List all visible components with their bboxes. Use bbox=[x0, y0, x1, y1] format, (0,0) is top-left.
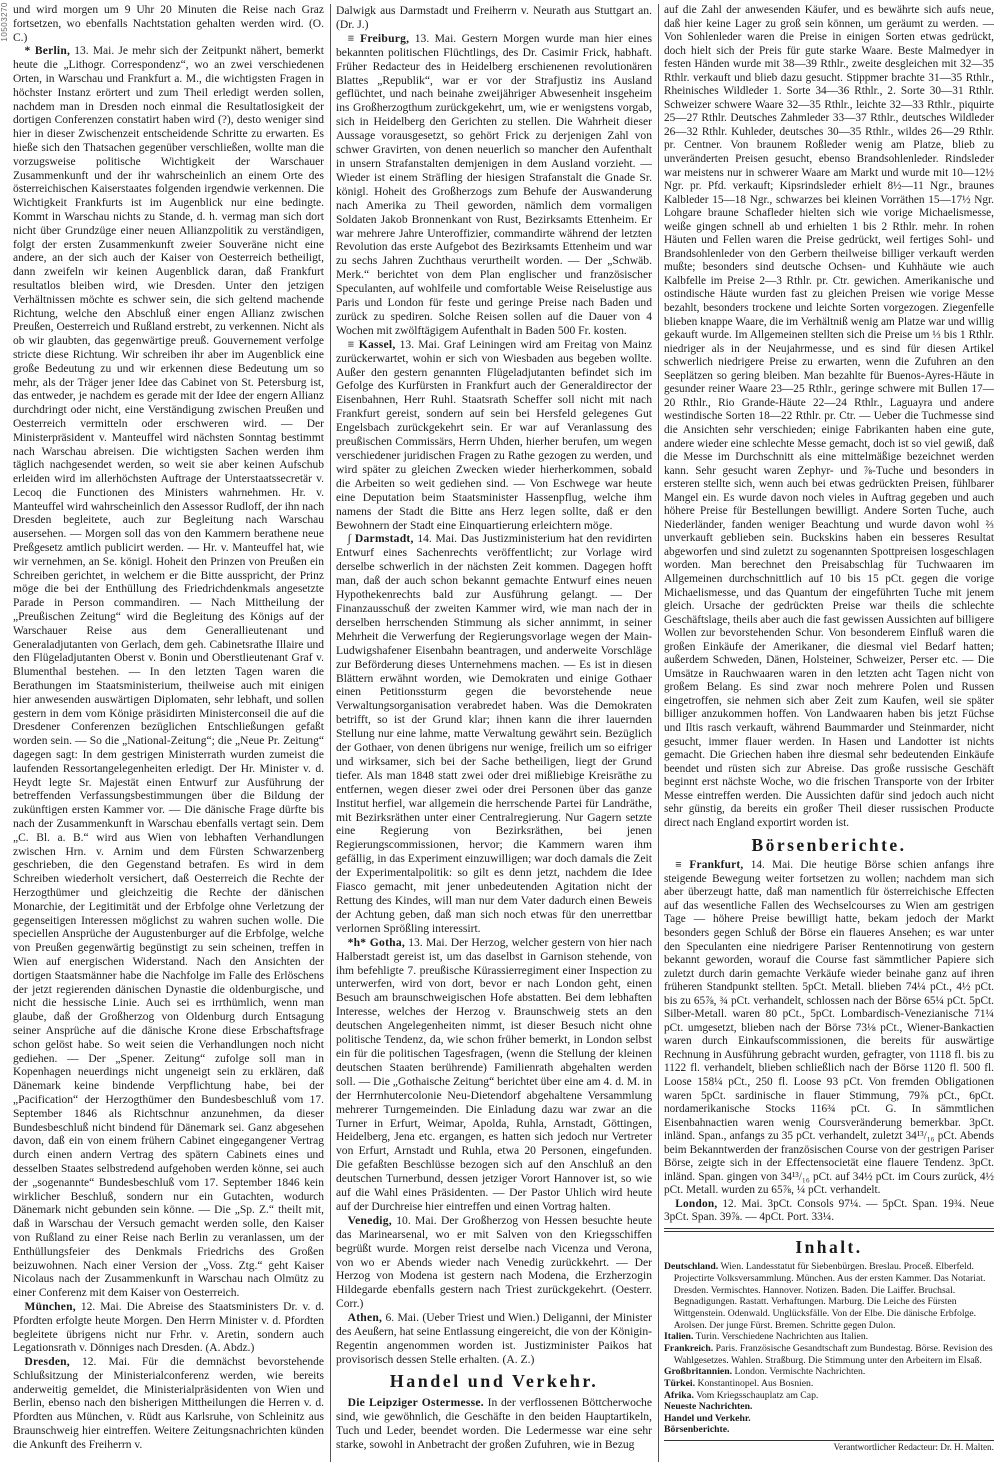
paragraph-text: 12. Mai. 3pCt. Consols 97¼. — 5pCt. Span. 19¾. Neue 3pCt. Span. 39⅞. — 4pCt. Port. 33¼. bbox=[664, 1197, 994, 1224]
article-paragraph bbox=[336, 1214, 652, 1311]
paragraph-text: 13. Mai. Graf Leiningen wird am Freitag von Mainz zurückerwartet, wohin er sich von Wiesbaden aus begeben wollte. Außer den gestern genannten Flügeladjutanten befindet sich im Gefolge des Kurfürsten in Frankfurt auch der Generaldirector der Eisenbahnen, Herr Ruhl. Staatsrath Scheffer soll nicht mit nach Frankfurt gereist, sondern auf sein bei Hersfeld gelegenes Gut Engelsbach zurückgekehrt sein. Er war auf Veranlassung des preußischen Commissärs, Herrn Uhden, hierher berufen, um wegen verschiedener juridischen Fragen zu Rathe gezogen zu werden, und wird später zu gleichen Zwecken wieder hierherkommen, sobald die Arbeiten so weit gediehen sind. — Von Eschwege war heute eine Deputation beim Staatsminister Hassenpflug, welche ihm namens der Stadt die Bitte ans Herz legen sollte, daß er den Bewohnern der Stadt eine Einquartierung erleichtern möge. bbox=[336, 337, 652, 532]
paragraph-text: Dalwigk aus Darmstadt und Freiherrn v. Neurath aus Stuttgart an. (Dr. J.) bbox=[336, 4, 652, 31]
article-paragraph bbox=[336, 4, 652, 32]
toc-text: London. Vermischte Nachrichten. bbox=[734, 1366, 866, 1378]
document-id: 10503270 bbox=[0, 2, 9, 42]
toc-label: Börsenberichte. bbox=[664, 1424, 730, 1436]
toc-entry bbox=[664, 1261, 994, 1331]
toc-entry bbox=[664, 1366, 994, 1378]
dateline: ≡ Frankfurt, bbox=[675, 859, 744, 872]
column-middle bbox=[336, 4, 652, 1462]
dateline: ≡ Kassel, bbox=[347, 337, 396, 351]
editor-line: Verantwortlicher Redacteur: Dr. H. Malten. bbox=[833, 1442, 994, 1453]
paragraph-text: 13. Mai. Gestern Morgen wurde man hier eines bekannten politischen Flüchtlings, des Dr. Casimir Frick, habhaft. Früher Redacteur des in Heidelberg erschienenen revolutionären Blattes „Republik“, war er vor der Strafjustiz ins Ausland geflüchtet, und nach beinahe zweijähriger Abwesenheit insgeheim ins Großherzogthum zurückgekehrt, um, wie er wenigstens vorgab, sich in Heidelberg den Gerichten zu stellen. Die Wahrheit dieser Aussage vorausgesetzt, so gehört Frick zu derjenigen Zahl von schwer Gravirten, von denen neuerlich so mancher den Aufenthalt in unsern Strafanstalten demjenigen in dem Ausland vorzieht. — Wieder ist einem Sträfling der hiesigen Strafanstalt die Gnade Sr. königl. Hoheit des Großherzogs zum Behufe der Auswanderung nach Amerika zu Theil geworden, nämlich dem vormaligen Soldaten Jakob Bronnenkant von Rust, Bezirksamts Ettenheim. Er war mehrere Jahre Unteroffizier, commandirte während der letzten Revolution das erste Aufgebot des Bezirksamts Ettenheim und war zu sechs Jahren Zuchthaus verurtheilt worden. — Der „Schwäb. Merk.“ berichtet von dem Plan englischer und französischer Speculanten, auf wohlfeile und comfortable Weise Reiselustige aus Paris und London für feste und geringe Preise nach Baden und zurück zu spediren. Solche Reisen sollen auf die Dauer von 4 Wochen mit zwölftägigem Aufenthalt in Baden 500 Fr. kosten. bbox=[336, 31, 652, 337]
toc-label: Afrika. bbox=[664, 1389, 694, 1401]
divider bbox=[664, 1440, 994, 1441]
toc-label: Deutschland. bbox=[664, 1261, 719, 1273]
dateline: *h* Gotha, bbox=[347, 935, 406, 949]
toc-entry bbox=[664, 1413, 994, 1425]
toc-entry bbox=[664, 1390, 994, 1402]
dateline: Athen, bbox=[347, 1311, 383, 1325]
dateline: Venedig, bbox=[347, 1213, 392, 1227]
column-left bbox=[13, 4, 324, 1462]
article-title: Die Leipziger Ostermesse. bbox=[347, 1396, 484, 1410]
toc-text: Turin. Verschiedene Nachrichten aus Italien. bbox=[695, 1331, 869, 1343]
article-paragraph bbox=[336, 532, 652, 935]
column-rule bbox=[658, 4, 659, 1462]
section-heading-trade: Handel und Verkehr. bbox=[389, 1371, 599, 1392]
paragraph-text: 14. Mai. Das Justizministerium hat den revidirten Entwurf eines Sachenrechts veröffentlicht; zur Vorlage wird derselbe schwerlich in der nächsten Zeit kommen. Dagegen hofft man, daß der auch schon bekannt gemachte Entwurf eines neuen Hypothekenrechts bald zur Ausführung gelangt. — Der Finanzausschuß der zweiten Kammer wird, wie man nach der in derselben herrschenden Stimmung als sicher annimmt, in seiner Mehrheit die Verwerfung der Regierungsvorlage wegen der Main-Ludwigshafener Eisenbahn beantragen, und anderweite Vorschläge zur Beförderung dieses Unternehmens machen. — Es ist in diesen Blättern erwähnt worden, wie Demokraten und einige Gothaer einen Petitionssturm gegen die bevorstehende neue Verwaltungsorganisation verabredet haben. Was die Demokraten betrifft, so ist der Grund klar; ihnen kann die ihrer lauernden Stellung nur eine lahme, matte Verwaltung gewährt sein. Bezüglich der Gothaer, von denen übrigens nur wenige, freilich um so eifriger und wirksamer, sich bei der Sache betheiligen, liegt der Grund tiefer. Als man 1848 statt zwei oder drei mißliebige Kreisräthe zu entfernen, wegen dieser zwei oder drei Personen über das ganze Institut herfiel, war allgemein die herrschende Partei für Landräthe, mit Bezirksräthen unter einer Centralregierung. Nur Gagern setzte eine Regierung von Bezirksräthen, bei jenen Regierungscommissionen, hervor; die Kammern waren ihm gefällig, in das Experiment einzuwilligen; war doch damals die Zeit der Experimentalpolitik: so gilt es denn jetzt, nachdem die Idee Fiasco gemacht, mit jener unbedeutenden Agitation nicht der Rettung des Kindes, will man nur dem Vater dadurch einen Beweis der Achtung geben, daß man sich noch etwas für den unerrettbar verlornen Sprößling interessirt. bbox=[336, 532, 652, 935]
toc-text: Konstantinopel. Aus Bosnien. bbox=[697, 1377, 814, 1389]
article-paragraph bbox=[13, 4, 324, 45]
paragraph-text: auf die Zahl der anwesenden Käufer, und es bewährte sich aufs neue, daß hier keine Lager zu groß sein können, um geräumt zu werden. — Von Sohlenleder waren die Preise in einigen Sorten etwas gedrückt, doch hielt sich der Preis für gute starke Waare. Beste Malmedyer in festen Händen wurde mit 38—39 Rthlr., zweite desgleichen mit 32—35 Rthlr. verkauft und blieb dazu gesucht. Stippmer brachte 31—35 Rthlr., Rheinisches Wildleder 1. Sorte 34—36 Rthlr., 2. Sorte 30—31 Rthlr. Schweizer schwere Waare 32—35 Rthlr., leichte 32—33 Rthlr., piquirte 25—27 Rthlr. Deutsches Zahmleder 33—37 Rthlr., deutsches Wildleder 26—32 Rthlr. Kuhleder, deutsches 30—35 Rthlr., wildes 26—29 Rthlr. pr. Centner. Von braunem Roßleder wenig am Platze, blieb zu unveränderten Preisen gesucht, ebenso Brandsohlenleder. Rindsleder war meistens nur in schwerer Waare am Markt und wurde mit 10—12½ Ngr. pr. Pfd. verkauft; Kipsrindsleder erhielt 8½—11 Ngr., braunes Kalbleder 15—18 Ngr., schwarzes bei kleinen Vorräthen 15—17½ Ngr. Lohgare braune Schafleder hielten sich wie vorige Michaelismesse, weiße gingen schnell ab und erhielten 1 bis 2 Rthlr. mehr. In rohen Häuten und Fellen waren die Preise gedrückt, weil fertiges Sohl- und Brandsohlenleder von den Gerbern theilweise billiger verkauft werden mußte; besonders sind deutsche Ochsen- und Kuhhäute wie auch Kalbfelle im Preise 2—3 Rthlr. pr. Ctr. gewichen. Amerikanische und ostindische Häute wurden fast zu gleichen Preisen wie vorige Messe bezahlt, besonders trockene und leichte Sorten vorgezogen. Ziegenfelle blieben knappe Waare, die im Verhältniß wenig am Platze war und willig gekauft wurde. Im Allgemeinen stellten sich die Preise um ⅓ bis 1 Rthlr. niedriger als in der Neujahrmesse, und es sind für diesen Artikel schwerlich niedrigere Preise zu erwarten, wenn die Zufuhren an den Seeplätzen so gering bleiben. Man bezahlte für Buenos-Ayres-Häute in gesunder reiner Waare 23—25 Rthlr., geringe schwere mit Bullen 17—20 Rthlr., Rio Grande-Häute 22—24 Rthlr., Laguayra und andere westindische Sorten 18—22 Rthlr. pr. Ctr. — Ueber die Tuchmesse sind die Ansichten sehr verschieden; einige Fabrikanten haben eine gute, andere wieder eine schlechte Messe gemacht, doch ist so viel gewiß, daß die Messe im Durchschnitt als eine mittelmäßige bezeichnet werden kann. Sehr gesucht waren Zephyr- und ⅞-Tuche und besonders in ersteren stellte sich, wenn auch bei etwas gedrückten Preisen, fühlbarer Mangel ein. Es wurde davon noch vieles in Auftrag gegeben und auch höhere Preise für Bestellungen bewilligt. Andere Sorten Tuche, auch Niederländer, fanden weniger Beachtung und wurde davon wohl ⅔ unverkauft geblieben sein. Buckskins haben ein besseres Resultat abgeworfen und sind zuletzt zu sogenannten Spottpreisen losgeschlagen worden. Man berechnet den Preisabschlag für Tuchwaaren im Allgemeinen durchschnittlich auf 10 bis 15 pCt. gegen die vorige Michaelismesse, und das Quantum der eingeführten Tuche mit jenem gleich. Ursache der gedrückten Preise war theils die schlechte Geschäftslage, theils aber auch die fast gewissen Aussichten auf billigere Wollen zur bevorstehenden Schur. Von besonderem Einfluß waren die großen Einkäufe der Amerikaner, die diesmal viel Bedarf hatten; außerdem Schweden, Dänen, Holsteiner, Schweizer, Perser etc. — Die Umsätze in Rauchwaaren waren in den letzten acht Tagen nicht von großem Belang. Es sind zwar noch mehrere Polen und Russen eingetroffen, sie nehmen sich aber Zeit zum Kaufen, weil sie später billiger anzukommen hoffen. Von Landwaaren haben bis jetzt Füchse und Iltis rasch verkauft, während Baummarder und Steinmarder, nicht gesucht, immer flauer werden. In Hasen und Landotter ist nichts gemacht. Die Griechen haben ihre diesmal sehr bedeutenden Einkäufe beendet und rüsten sich zur Abreise. Das große russische Geschäft beginnt erst nächste Woche, wo die frischen Transporte von der Irbiter Messe eintreffen werden. Die Aussichten dafür sind jedoch auch nicht sehr günstig, da bereits ein großer Theil dieser russischen Producte direct nach England exportirt worden ist. bbox=[664, 4, 994, 829]
article-paragraph bbox=[13, 45, 324, 1301]
article-paragraph bbox=[13, 1301, 324, 1356]
paragraph-text: 14. Mai. Die heutige Börse schien anfangs ihre steigende Bewegung weiter fortsetzen zu wollen; nachdem man sich aber überzeugt hatte, daß man namentlich für österreichische Effecten auf das wesentliche Fallen des Wechselcourses zu Wien am gestrigen Tage — höhere Preise bewilligt hatte, bekam jedoch der Markt besonders gegen Schluß der Börse ein flaueres Ansehen; es war unter den Speculanten eine niedrigere Pariser Rentennotirung von gestern bekannt geworden, worauf die Course fast sämmtlicher Papiere sich zuletzt durch darin gemachte Verkäufe wieder beinahe ganz auf ihren früheren Standpunkt stellten. 5pCt. Metall. blieben 74¼ pCt., 4½ pCt. bis zu 65⅞, ¾ pCt. verhandelt, schlossen nach der Börse 65¼ pCt. 5pCt. Silber-Metall. waren 80 pCt., 5pCt. Lombardisch-Venezianische 71¼ pCt. umgesetzt, blieben nach der Börse 73⅛ pCt., Wiener-Bankactien waren durch Einkaufscommissionen, die bereits für auswärtige Rechnung in Ausführung gebracht wurden, gefragter, von 1118 fl. bis zu 1122 fl. verhandelt, blieben schließlich nach der Börse 1120 fl. 500 fl. Loose 158¼ pCt., 250 fl. Loose 93 pCt. Von fremden Obligationen waren 5pCt. sardinische in flauer Stimmung, 79⅞ pCt., 6pCt. nordamerikanische Stocks 116¾ pCt. G. In sämmtlichen Eisenbahnactien waren wenig Coursveränderung bemerkbar. 3pCt. inländ. Span., anfangs zu 35 pCt. verhandelt, zuletzt 34¹³/₁₆ pCt. Abends beim Bekanntwerden der französischen Course von der gestrigen Pariser Börse, zeigte sich in der Effectensocietät eine flauere Tendenz. 3pCt. inländ. Span. gingen von 34¹³/₁₆ pCt. auf 34½ pCt. im Cours zurück, 4½ pCt. Metall. wurden zu 65⅞, ¼ pCt. verhandelt. bbox=[664, 859, 994, 1197]
toc-entry bbox=[664, 1424, 994, 1436]
toc-label: Handel und Verkehr. bbox=[664, 1412, 751, 1424]
article-paragraph bbox=[336, 1396, 652, 1452]
article-paragraph bbox=[336, 1311, 652, 1367]
article-paragraph bbox=[336, 338, 652, 533]
column-right bbox=[664, 4, 994, 1462]
toc-entry bbox=[664, 1401, 994, 1413]
column-rule bbox=[330, 4, 331, 1462]
toc-label: Neueste Nachrichten. bbox=[664, 1401, 753, 1413]
dateline: London, bbox=[675, 1197, 718, 1210]
paragraph-text: 10. Mai. Der Großherzog von Hessen besuchte heute das Marinearsenal, wo er mit Salven von den Kriegsschiffen begrüßt wurde. Morgen reist derselbe nach Vicenza und Verona, von wo er Abends wieder nach Venedig zurückkehrt. — Der Herzog von Modena ist gestern nach Modena, die Erzherzogin Hildegarde ebenfalls gestern nach Triest zurückgekehrt. (Oesterr. Corr.) bbox=[336, 1213, 652, 1311]
toc-label: Frankreich. bbox=[664, 1342, 714, 1354]
paragraph-text: 12. Mai. Für die demnächst bevorstehende Schlußsitzung der Ministerialconferenz werden, wie bereits anderweitig gemeldet, die Ministerialpräsidenten von Wien und Berlin, ebenso nach den bisherigen Mittheilungen die Herren v. d. Pfordten aus München, v. Rüdt aus Karlsruhe, von Schleinitz aus Braunschweig hier eintreffen. Weitere Zeitungsnachrichten künden die Ankunft des Freiherrn v. bbox=[13, 1356, 324, 1451]
article-paragraph bbox=[664, 859, 994, 1198]
dateline: * Berlin, bbox=[24, 45, 71, 58]
toc-text: Wien. Landesstatut für Siebenbürgen. Breslau. Proceß. Elberfeld. Projectirte Volksversammlung. München. Aus der ersten Kammer. Das Notariat. Dresden. Vermischtes. Hannover. Notizen. Baden. Die Laiffer. Bruchsal. Begnadigungen. Rastatt. Verhaftungen. Marburg. Die Leiche des Fürsten Wittgenstein. Odenwald. Unglücksfälle. Von der Elbe. Die dänische Erbfolge. Arolsen. Der junge Fürst. Bremen. Schritte gegen Dulon. bbox=[673, 1261, 986, 1331]
section-heading-contents: Inhalt. bbox=[795, 1236, 863, 1257]
divider bbox=[664, 1228, 994, 1232]
toc-entry bbox=[664, 1331, 994, 1343]
article-paragraph bbox=[13, 1356, 324, 1453]
toc-label: Türkei. bbox=[664, 1377, 695, 1389]
dateline: München, bbox=[24, 1300, 76, 1313]
table-of-contents bbox=[664, 1261, 994, 1436]
article-paragraph bbox=[336, 936, 652, 1214]
paragraph-text: 12. Mai. Die Abreise des Staatsministers Dr. v. d. Pfordten erfolgte heute Morgen. Den Herrn Minister v. d. Pfordten begleitete übrigens nicht nur Frhr. v. Aretin, sondern auch Legationsrath v. Dönniges nach Dresden. (A. Abdz.) bbox=[13, 1300, 324, 1355]
paragraph-text: 13. Mai. Je mehr sich der Zeitpunkt nähert, bemerkt heute die „Lithogr. Correspondenz“, wo an zwei verschiedenen Orten, in Warschau und Frankfurt a. M., die wichtigsten Fragen in höchster Instanz erörtert und zum Theil erledigt werden sollen, nachdem man in Dresden noch einmal die Resultatlosigkeit der dortigen Conferenzen constatirt haben wird (?), desto weniger sind hier in dieser Zwischenzeit entscheidende Schritte zu erwarten. Es hieße sich den Thatsachen gegenüber verschließen, wollte man die vorzugsweise politische Wichtigkeit der Warschauer Zusammenkunft und der ihr wahrscheinlich an einem Orte des österreichischen Kaiserstaates folgenden irgendwie verkennen. Die Wichtigkeit Frankfurts ist im Augenblick nur eine bedingte. Kommt in Warschau nichts zu Stande, d. h. vermag man sich dort nicht über Grundzüge einer neuen Allianzpolitik zu verständigen, folgt der ersten Zusammenkunft zweier Souveräne nicht eine andere, an der sich auch der Kaiser von Oesterreich betheiligt, dann zweifeln wir keinen Augenblick daran, daß Frankfurt resultatlos bleiben wird, wie Dresden. Unter den jetzigen Verhältnissen möchte es schwer sein, die sich geltend machende Richtung, welche den Abschluß einer engen Allianz zwischen Preußen, Oesterreich und Rußland erstrebt, zu verkennen. Nicht als ob wir glaubten, das gegenwärtige preuß. Gouvernement verfolge stricte diese Richtung. Wir schreiben ihr aber im Augenblick eine große Bedeutung zu und wir erkennen diese Bedeutung um so mehr, als der Träger jener Idee das Cabinet von St. Petersburg ist, das entweder, je nachdem es gerade mit der Idee der engern Allianz durchdringt oder nicht, eine Verständigung zwischen Preußen und Oesterreich vermitteln oder erschweren wird. — Der Ministerpräsident v. Manteuffel wird nächsten Sonntag bestimmt nach Warschau abreisen. Die wichtigsten Sachen werden ihm täglich nachgesendet werden, so weit sie aber keinen Aufschub erleiden wird im allerhöchsten Auftrage der Unterstaatssecretär v. Lecoq die Functionen des Ministers wahrnehmen. Hr. v. Manteuffel wird wahrscheinlich den Assessor Rudloff, der ihn nach Dresden begleitete, auch zur Begleitung nach Warschau ausersehen. — Morgen soll das von den Kammern berathene neue Preßgesetz amtlich publicirt werden. — Hr. v. Manteuffel hat, wie wir vernehmen, an Se. königl. Hoheit den Prinzen von Preußen ein Schreiben gerichtet, in welchem er die Bitte ausspricht, der Prinz möge die bei der Enthüllung des Friedrichdenkmals angesetzte Parade in Person commandiren. — Nach Mittheilung der „Preußischen Zeitung“ wird die Begleitung des Königs auf der Warschauer Reise aus dem Generallieutenant und Generaladjutanten von Gerlach, dem geh. Cabinetsrathe Illaire und den Flügeladjutanten Oberst v. Bonin und Oberstlieutenant Graf v. Blumenthal bestehen. — In den letzten Tagen waren die Berathungen im Staatsministerium, theilweise auch mit einigen hier anwesenden auswärtigen Diplomaten, sehr lebhaft, und sollen gestern in dem vom Könige präsidirten Ministerconseil die auf die Dresdener Conferenzen bezüglichen Entschließungen gefaßt worden sein. — So die „National-Zeitung“; die „Neue Pr. Zeitung“ dagegen sagt: In dem gestrigen Ministerrath wurden zumeist die laufenden Ressortangelegenheiten erledigt. Der Hr. Minister v. d. Heydt legte Sr. Majestät einen Entwurf zur Ausführung der betreffenden Verfassungsbestimmungen über die Bildung der zukünftigen ersten Kammer vor. — Die dänische Frage dürfte bis nach der Zusammenkunft in Warschau ebenfalls vertagt sein. Dem „C. Bl. a. B.“ wird aus Wien von lebhaften Verhandlungen zwischen Hrn. v. Arnim und dem Fürsten Schwarzenberg geschrieben, die den Gegenstand betrafen. Es wird in dem Schreiben wiederholt versichert, daß Oesterreich die Rechte der Herzogthümer und gleichzeitig die Rechte der dänischen Monarchie, der Legitimität und der Erbfolge ohne Verletzung der gegenseitigen Interessen möglichst zu wahren suchen wolle. Die speciellen Ansprüche der Augustenburger auf die Erbfolge, welche von Preußen gegenwärtig begünstigt zu sein scheinen, treffen in Wien auf energischen Widerstand. Nach den Ansichten der dortigen Staatsmänner habe die Nachfolge im Falle des Erlöschens der jetzt regierenden dänischen Dynastie die oldenburgische, und nicht die hessische Linie. Auch sei es irrthümlich, wenn man glaube, daß der Großherzog von Oldenburg durch Entsagung seiner Ansprüche auf die dänische Krone diese Erbschaftsfrage schon gelöst habe. So weit seien die Verhandlungen noch nicht gediehen. — Der „Spener. Zeitung“ zufolge soll man in Kopenhagen neuerdings nicht ungeneigt sein zu erklären, daß Dänemark keine bindende Verpflichtung habe, bei der „Pacification“ der Herzogthümer den Bundesbeschluß vom 17. September 1846 als Richtschnur anzunehmen, da dieser Bundesbeschluß nicht bindend für Dänemark sei. Ganz abgesehen davon, daß ein von einem frühern Cabinet eingegangener Vertrag durch einen andern Vertrag des spätern Cabinets eines und desselben Staates selbstredend aufgehoben werden könne, sei auch der „sogenannte“ Bundesbeschluß vom 17. September 1846 kein wirklicher Beschluß, sondern nur ein Gutachten, wodurch Dänemark nicht gebunden sein könne. — Die „Sp. Z.“ theilt mit, daß in Warschau der Versuch gemacht werden solle, den Kaiser von Rußland zu einer Reise nach Berlin zu veranlassen, um der Enthüllungsfeier des Denkmals Friedrichs des Großen beizuwohnen. Nach einer Version der „Voss. Ztg.“ geht Kaiser Nicolaus nach der Zusammenkunft in Warschau nach Olmütz zu einer Conferenz mit dem Kaiser von Oesterreich. bbox=[13, 45, 324, 1300]
paragraph-text: 13. Mai. Der Herzog, welcher gestern von hier nach Halberstadt gereist ist, um das daselbst in Garnison stehende, von ihm befehligte 7. preußische Kürassierregiment einer Inspection zu unterwerfen, wird von dort, bevor er nach London geht, einen Besuch am braunschweigischen Hofe abstatten. Bei dem lebhaften Interesse, welches der Herzog v. Braunschweig stets an den deutschen Angelegenheiten nimmt, ist dieser Besuch nicht ohne politische Tendenz, da, wie schon früher bemerkt, in London selbst ein für die politischen Tagesfragen, (wenn die Stellung der kleinen deutschen Staaten berührende) Familienrath abgehalten werden soll. — Die „Gothaische Zeitung“ berichtet über eine am 4. d. M. in der Herrnhutercolonie Neu-Dietendorf abgehaltene Versammlung mehrerer Turngemeinden. Die Einladung dazu war zwar an die Turner in Erfurt, Weimar, Apolda, Ruhla, Arnstadt, Göttingen, Heidelberg, Jena etc. ergangen, es hatten sich jedoch nur Vertreter von Erfurt, Arnstadt und Ruhla, etwa 20 Personen, eingefunden. Die gefaßten Beschlüsse bezogen sich auf den Anschluß an den deutschen Turnerbund, dessen jetziger Vorort Hannover ist, so wie auf die Wahl eines Präsidenten. — Der Pastor Uhlich wird heute auf der Durchreise hier eintreffen und einen Vortrag halten. bbox=[336, 935, 652, 1213]
toc-text: Paris. Französische Gesandtschaft zum Bundestag. Börse. Revision des Wahlgesetzes. Wahlen. Straßburg. Die Stimmung unter den Arbeitern im Elsaß. bbox=[673, 1342, 993, 1366]
paragraph-text: In der verflossenen Böttcherwoche sind, wie gewöhnlich, die Geschäfte in den beiden Hauptartikeln, Tuch und Leder, beendet worden. Die Ledermesse war eine sehr starke, sowohl in Anbetracht der großen Zufuhren, wie in Bezug bbox=[336, 1396, 652, 1452]
toc-text: Vom Kriegsschauplatz am Cap. bbox=[696, 1389, 819, 1401]
toc-entry bbox=[664, 1378, 994, 1390]
dateline: Dresden, bbox=[24, 1356, 70, 1369]
paragraph-text: und wird morgen um 9 Uhr 20 Minuten die Reise nach Graz fortsetzen, wo ebenfalls Nachtstation gehalten werden wird. (O. C.) bbox=[13, 4, 324, 44]
toc-entry bbox=[664, 1343, 994, 1366]
article-paragraph bbox=[336, 32, 652, 338]
dateline: ∫ Darmstadt, bbox=[347, 532, 414, 546]
paragraph-text: 6. Mai. (Ueber Triest und Wien.) Deliganni, der Minister des Aeußern, hat seine Entlassung eingereicht, die von der Königin-Regentin angenommen worden ist. Justizminister Paikos hat provisorisch dessen Stelle erhalten. (A. Z.) bbox=[336, 1311, 652, 1366]
dateline: ≡ Freiburg, bbox=[347, 31, 410, 45]
section-heading-exchange: Börsenberichte. bbox=[751, 834, 907, 855]
article-paragraph bbox=[664, 4, 994, 830]
toc-label: Italien. bbox=[664, 1331, 694, 1343]
article-paragraph bbox=[664, 1198, 994, 1225]
toc-label: Großbritannien. bbox=[664, 1366, 733, 1378]
